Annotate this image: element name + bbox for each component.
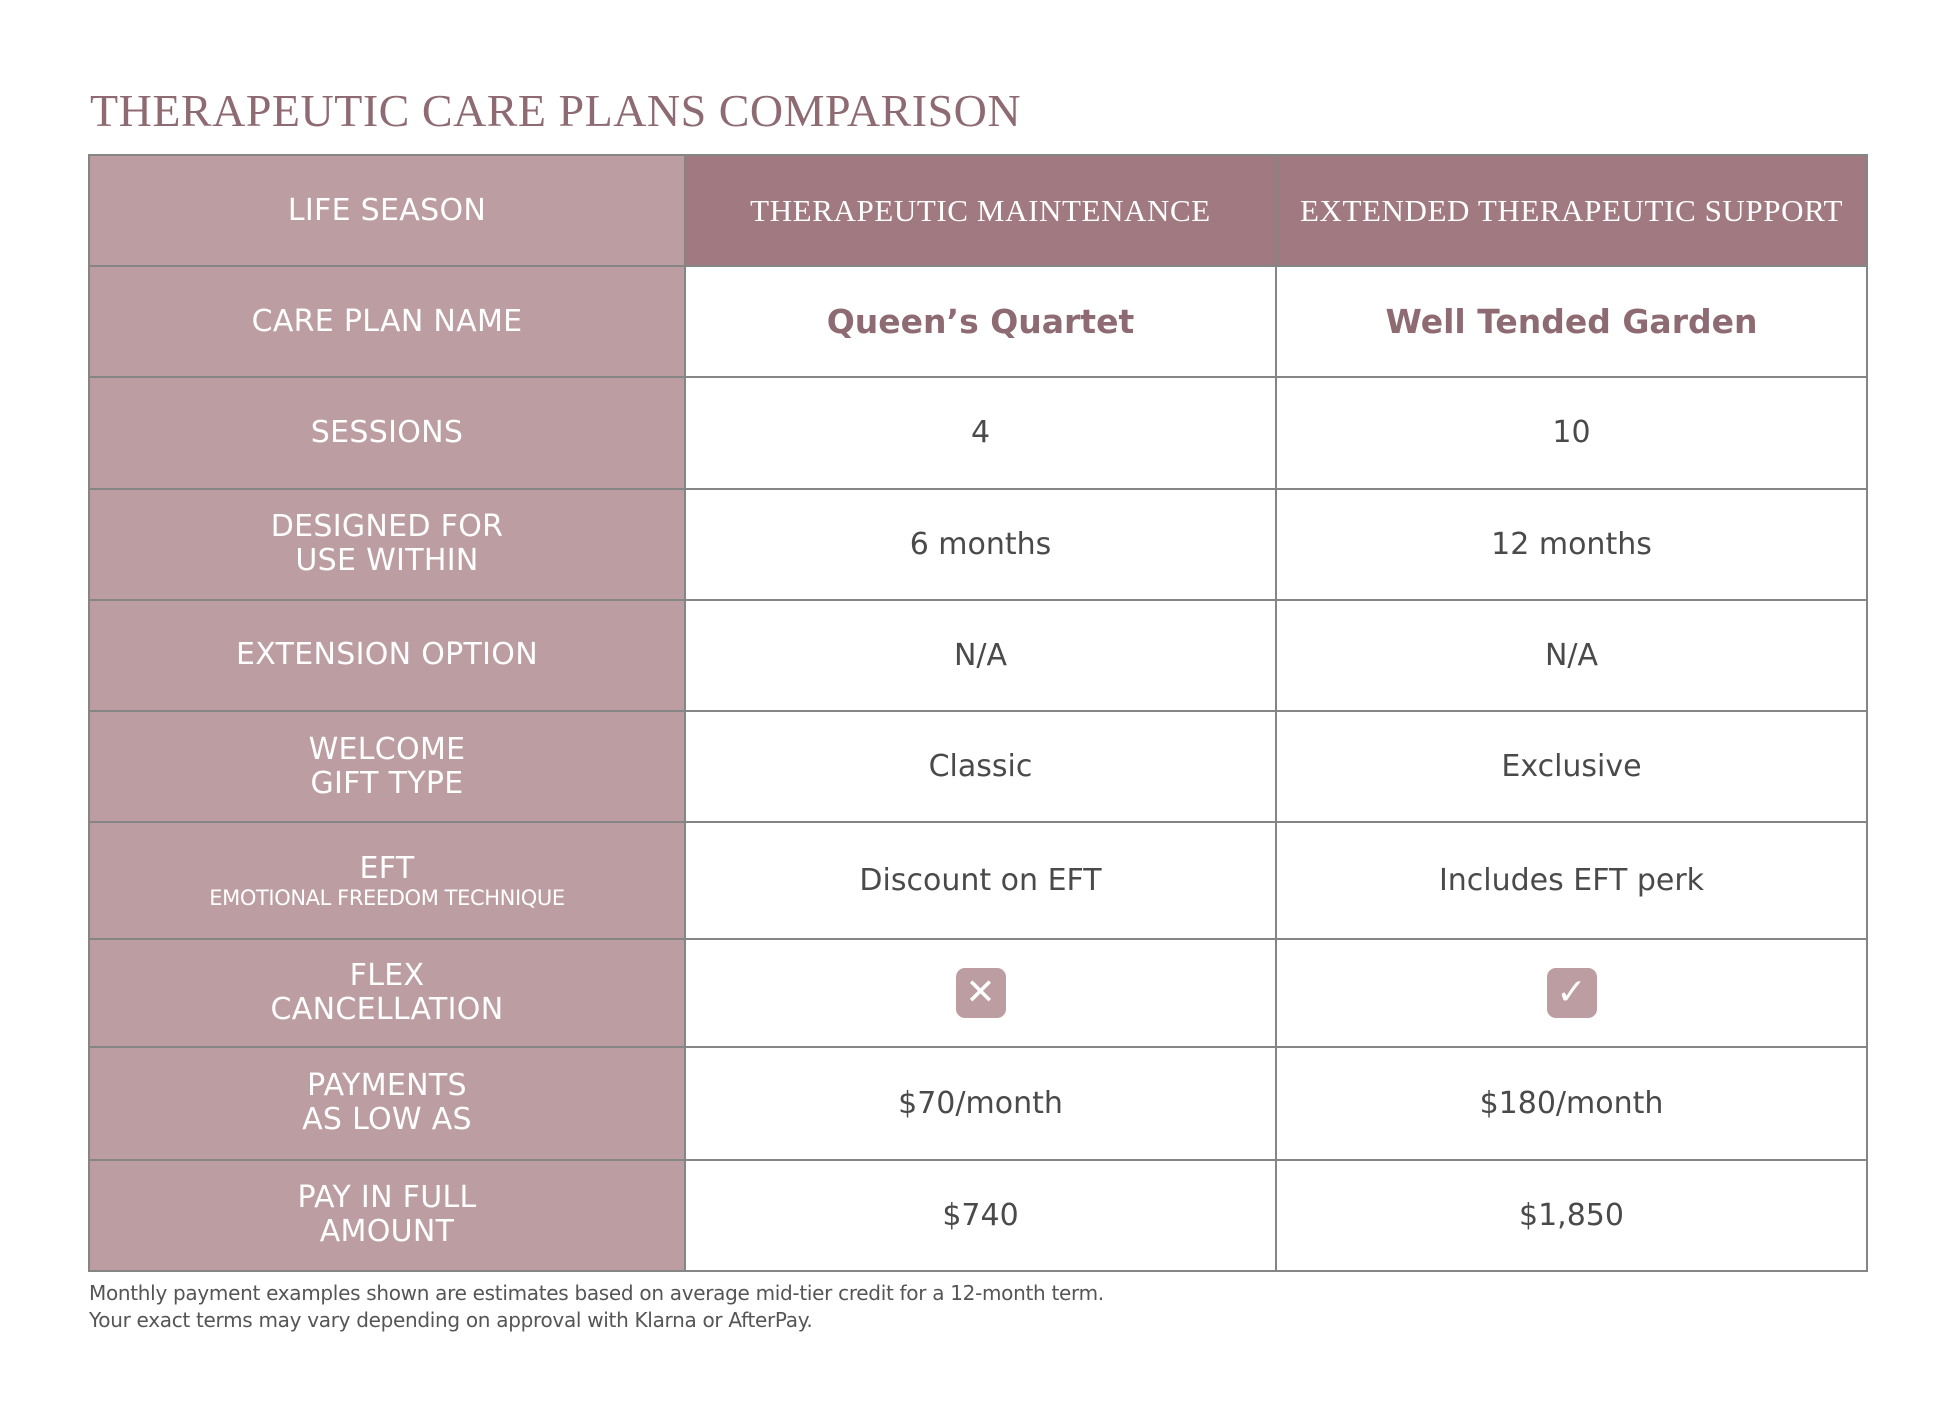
plan-b-header: EXTENDED THERAPEUTIC SUPPORT <box>1276 155 1867 266</box>
designed-for-row <box>89 489 1867 600</box>
care-plan-name-label: CARE PLAN NAME <box>89 266 685 377</box>
plan-b-sessions: 10 <box>1276 377 1867 488</box>
plan-a-welcome-gift: Classic <box>685 711 1276 822</box>
plan-a-eft: Discount on EFT <box>685 822 1276 939</box>
checkmark-icon: ✓ <box>1547 968 1597 1018</box>
eft-label <box>89 822 685 939</box>
footnote <box>89 1280 1104 1334</box>
page-title: THERAPEUTIC CARE PLANS COMPARISON <box>90 85 1022 136</box>
plan-a-flex-cancellation <box>685 939 1276 1046</box>
flex-cancellation-label <box>89 939 685 1046</box>
payments-label-line2: AS LOW AS <box>302 1102 472 1138</box>
life-season-label: LIFE SEASON <box>89 155 685 266</box>
sessions-label: SESSIONS <box>89 377 685 488</box>
footnote-line1: Monthly payment examples shown are estimates based on average mid-tier credit for a 12-month term. <box>89 1281 1104 1305</box>
comparison-table <box>88 154 1868 1272</box>
payments-label <box>89 1047 685 1160</box>
plan-a-header: THERAPEUTIC MAINTENANCE <box>685 155 1276 266</box>
plan-b-pay-in-full: $1,850 <box>1276 1160 1867 1271</box>
plan-b-extension-option: N/A <box>1276 600 1867 711</box>
plan-a-name: Queen’s Quartet <box>685 266 1276 377</box>
flex-cancellation-label-line1: FLEX <box>349 957 425 993</box>
care-plan-name-row <box>89 266 1867 377</box>
x-mark-icon: ✕ <box>956 968 1006 1018</box>
plan-b-name: Well Tended Garden <box>1276 266 1867 377</box>
plan-a-payments: $70/month <box>685 1047 1276 1160</box>
plan-b-flex-cancellation <box>1276 939 1867 1046</box>
designed-for-label-line2: USE WITHIN <box>295 543 479 579</box>
designed-for-label <box>89 489 685 600</box>
welcome-gift-label-line2: GIFT TYPE <box>310 765 464 801</box>
payments-row <box>89 1047 1867 1160</box>
footnote-line2: Your exact terms may vary depending on approval with Klarna or AfterPay. <box>89 1308 813 1332</box>
extension-option-row <box>89 600 1867 711</box>
plan-a-pay-in-full: $740 <box>685 1160 1276 1271</box>
sessions-row <box>89 377 1867 488</box>
welcome-gift-label <box>89 711 685 822</box>
eft-row <box>89 822 1867 939</box>
designed-for-label-line1: DESIGNED FOR <box>270 509 504 545</box>
plan-b-designed-for: 12 months <box>1276 489 1867 600</box>
eft-label-sub: EMOTIONAL FREEDOM TECHNIQUE <box>209 885 565 910</box>
eft-label-main: EFT <box>359 850 415 886</box>
welcome-gift-label-line1: WELCOME <box>308 731 466 767</box>
plan-a-extension-option: N/A <box>685 600 1276 711</box>
pay-in-full-label-line1: PAY IN FULL <box>297 1180 477 1216</box>
payments-label-line1: PAYMENTS <box>307 1068 467 1104</box>
plan-a-sessions: 4 <box>685 377 1276 488</box>
pay-in-full-label-line2: AMOUNT <box>319 1214 455 1250</box>
plan-b-welcome-gift: Exclusive <box>1276 711 1867 822</box>
header-row <box>89 155 1867 266</box>
pay-in-full-row <box>89 1160 1867 1271</box>
flex-cancellation-row <box>89 939 1867 1046</box>
plan-b-payments: $180/month <box>1276 1047 1867 1160</box>
extension-option-label: EXTENSION OPTION <box>89 600 685 711</box>
plan-a-designed-for: 6 months <box>685 489 1276 600</box>
welcome-gift-row <box>89 711 1867 822</box>
pay-in-full-label <box>89 1160 685 1271</box>
plan-b-eft: Includes EFT perk <box>1276 822 1867 939</box>
flex-cancellation-label-line2: CANCELLATION <box>270 991 504 1027</box>
